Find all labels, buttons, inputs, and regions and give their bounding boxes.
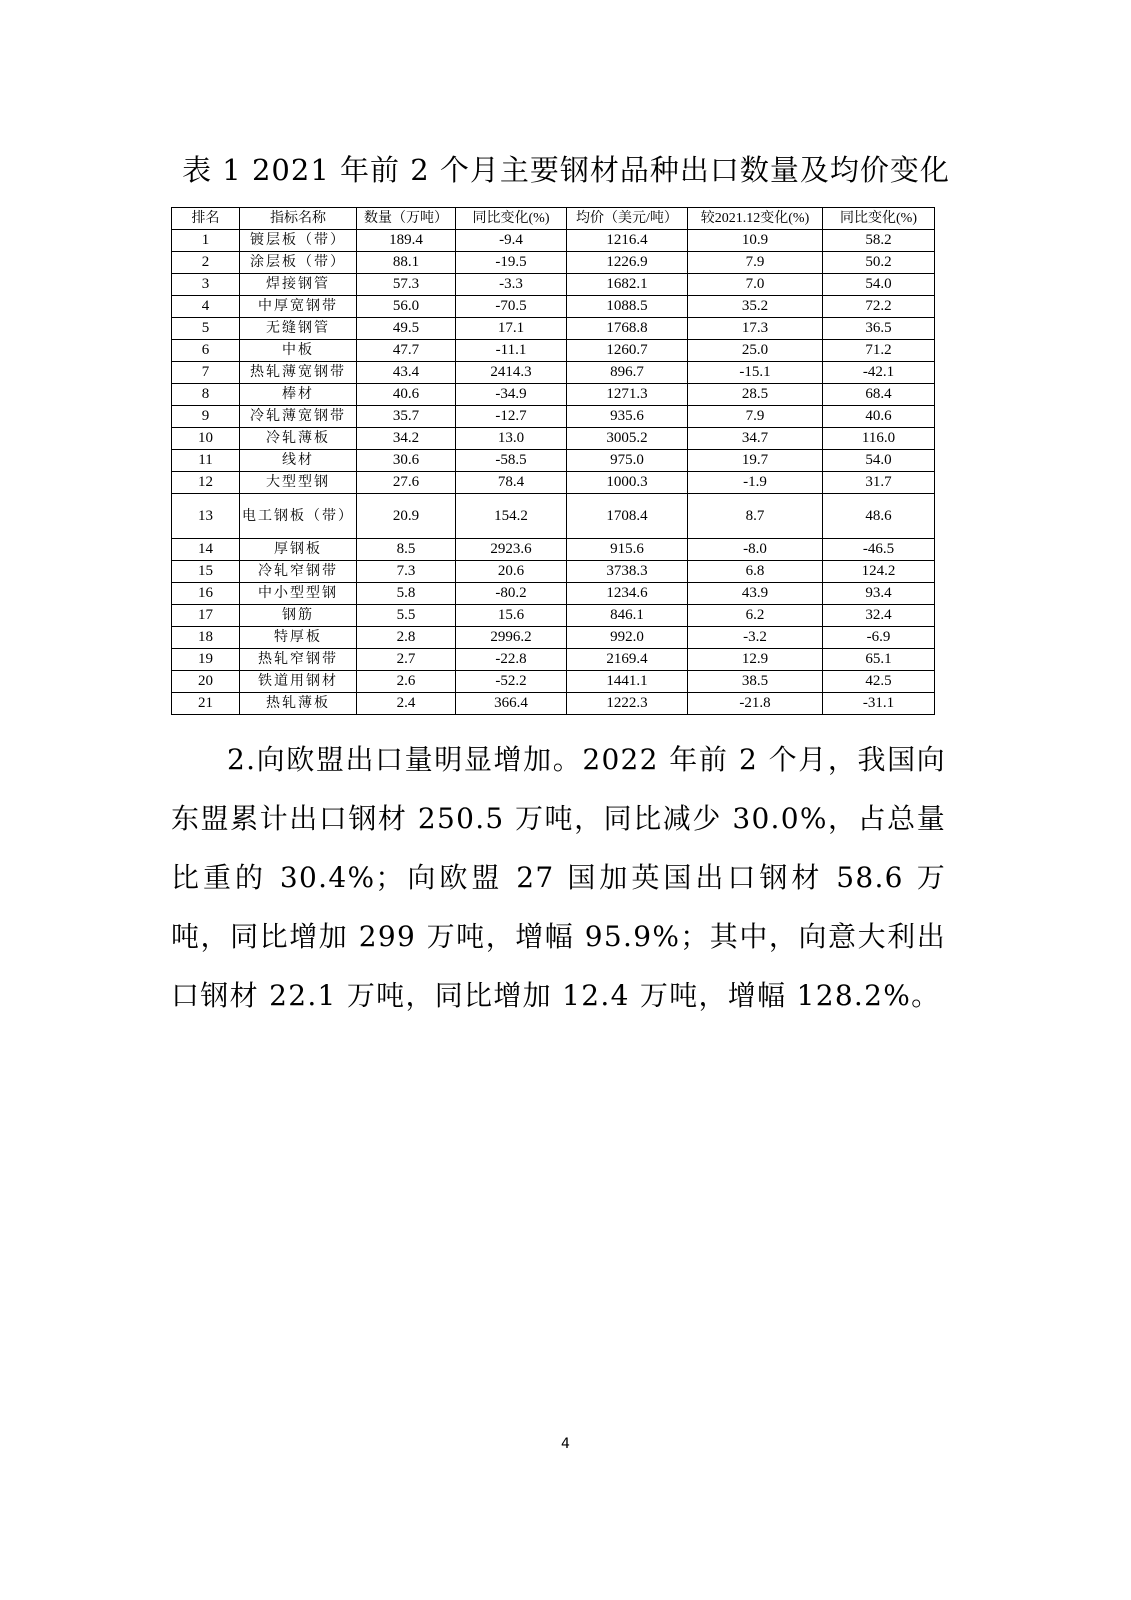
cell-rank: 15 xyxy=(172,561,240,583)
header-price-vs-dec: 较2021.12变化(%) xyxy=(688,208,823,230)
cell-quantity-yoy: 154.2 xyxy=(456,494,567,539)
table-row xyxy=(172,450,935,472)
cell-quantity-yoy: 15.6 xyxy=(456,605,567,627)
cell-price-vs-dec: -21.8 xyxy=(688,693,823,715)
cell-quantity: 34.2 xyxy=(357,428,456,450)
table-row xyxy=(172,583,935,605)
cell-quantity-yoy: -80.2 xyxy=(456,583,567,605)
cell-avg-price: 1441.1 xyxy=(567,671,688,693)
cell-price-vs-dec: 7.9 xyxy=(688,406,823,428)
cell-quantity: 2.6 xyxy=(357,671,456,693)
cell-avg-price: 1234.6 xyxy=(567,583,688,605)
cell-price-vs-dec: 6.8 xyxy=(688,561,823,583)
cell-price-vs-dec: 7.0 xyxy=(688,274,823,296)
table-row xyxy=(172,230,935,252)
cell-price-vs-dec: -8.0 xyxy=(688,539,823,561)
cell-name: 中板 xyxy=(240,340,357,362)
cell-quantity-yoy: -3.3 xyxy=(456,274,567,296)
table-row xyxy=(172,649,935,671)
table-row xyxy=(172,605,935,627)
cell-quantity: 5.5 xyxy=(357,605,456,627)
cell-price-yoy: 50.2 xyxy=(823,252,935,274)
cell-quantity: 189.4 xyxy=(357,230,456,252)
cell-name: 铁道用钢材 xyxy=(240,671,357,693)
cell-avg-price: 1000.3 xyxy=(567,472,688,494)
cell-avg-price: 1708.4 xyxy=(567,494,688,539)
cell-avg-price: 3738.3 xyxy=(567,561,688,583)
cell-avg-price: 2169.4 xyxy=(567,649,688,671)
cell-price-vs-dec: 28.5 xyxy=(688,384,823,406)
cell-avg-price: 1768.8 xyxy=(567,318,688,340)
cell-rank: 4 xyxy=(172,296,240,318)
cell-rank: 10 xyxy=(172,428,240,450)
cell-price-yoy: 68.4 xyxy=(823,384,935,406)
table-row xyxy=(172,671,935,693)
header-rank: 排名 xyxy=(172,208,240,230)
table-row xyxy=(172,561,935,583)
cell-avg-price: 1260.7 xyxy=(567,340,688,362)
cell-quantity: 27.6 xyxy=(357,472,456,494)
cell-rank: 1 xyxy=(172,230,240,252)
cell-quantity: 47.7 xyxy=(357,340,456,362)
cell-name: 无缝钢管 xyxy=(240,318,357,340)
cell-rank: 3 xyxy=(172,274,240,296)
cell-quantity-yoy: 17.1 xyxy=(456,318,567,340)
cell-price-vs-dec: 43.9 xyxy=(688,583,823,605)
cell-quantity-yoy: -70.5 xyxy=(456,296,567,318)
cell-rank: 13 xyxy=(172,494,240,539)
cell-price-vs-dec: 19.7 xyxy=(688,450,823,472)
cell-quantity-yoy: 20.6 xyxy=(456,561,567,583)
cell-rank: 5 xyxy=(172,318,240,340)
cell-rank: 18 xyxy=(172,627,240,649)
table-row xyxy=(172,362,935,384)
cell-quantity-yoy: -22.8 xyxy=(456,649,567,671)
table-body xyxy=(172,230,935,715)
cell-price-vs-dec: 6.2 xyxy=(688,605,823,627)
cell-quantity: 2.8 xyxy=(357,627,456,649)
table-row xyxy=(172,494,935,539)
cell-quantity-yoy: 2414.3 xyxy=(456,362,567,384)
cell-price-yoy: 71.2 xyxy=(823,340,935,362)
cell-name: 钢筋 xyxy=(240,605,357,627)
cell-name: 电工钢板（带） xyxy=(240,494,357,539)
cell-quantity-yoy: -58.5 xyxy=(456,450,567,472)
cell-name: 冷轧薄板 xyxy=(240,428,357,450)
table-row xyxy=(172,539,935,561)
cell-rank: 6 xyxy=(172,340,240,362)
cell-quantity-yoy: -19.5 xyxy=(456,252,567,274)
table-row xyxy=(172,472,935,494)
cell-price-vs-dec: 35.2 xyxy=(688,296,823,318)
table-row xyxy=(172,428,935,450)
cell-price-yoy: 36.5 xyxy=(823,318,935,340)
cell-quantity-yoy: 366.4 xyxy=(456,693,567,715)
cell-avg-price: 896.7 xyxy=(567,362,688,384)
header-price-yoy: 同比变化(%) xyxy=(823,208,935,230)
cell-price-vs-dec: 7.9 xyxy=(688,252,823,274)
cell-name: 厚钢板 xyxy=(240,539,357,561)
cell-name: 镀层板（带） xyxy=(240,230,357,252)
cell-quantity-yoy: -11.1 xyxy=(456,340,567,362)
cell-avg-price: 846.1 xyxy=(567,605,688,627)
cell-quantity: 35.7 xyxy=(357,406,456,428)
cell-rank: 8 xyxy=(172,384,240,406)
table-row xyxy=(172,627,935,649)
cell-price-yoy: 32.4 xyxy=(823,605,935,627)
cell-name: 线材 xyxy=(240,450,357,472)
cell-quantity: 56.0 xyxy=(357,296,456,318)
cell-quantity: 40.6 xyxy=(357,384,456,406)
cell-name: 冷轧窄钢带 xyxy=(240,561,357,583)
cell-rank: 12 xyxy=(172,472,240,494)
cell-avg-price: 1216.4 xyxy=(567,230,688,252)
cell-quantity-yoy: 2923.6 xyxy=(456,539,567,561)
cell-price-yoy: 31.7 xyxy=(823,472,935,494)
cell-price-yoy: 93.4 xyxy=(823,583,935,605)
cell-name: 特厚板 xyxy=(240,627,357,649)
cell-avg-price: 1222.3 xyxy=(567,693,688,715)
cell-name: 热轧薄宽钢带 xyxy=(240,362,357,384)
cell-rank: 11 xyxy=(172,450,240,472)
cell-quantity: 2.7 xyxy=(357,649,456,671)
cell-avg-price: 3005.2 xyxy=(567,428,688,450)
table-row xyxy=(172,406,935,428)
header-quantity: 数量（万吨） xyxy=(357,208,456,230)
cell-avg-price: 935.6 xyxy=(567,406,688,428)
cell-name: 冷轧薄宽钢带 xyxy=(240,406,357,428)
table-row xyxy=(172,693,935,715)
cell-quantity: 7.3 xyxy=(357,561,456,583)
header-quantity-yoy: 同比变化(%) xyxy=(456,208,567,230)
cell-quantity-yoy: 13.0 xyxy=(456,428,567,450)
cell-name: 大型型钢 xyxy=(240,472,357,494)
cell-quantity-yoy: 2996.2 xyxy=(456,627,567,649)
cell-avg-price: 975.0 xyxy=(567,450,688,472)
table-row xyxy=(172,340,935,362)
cell-quantity-yoy: -9.4 xyxy=(456,230,567,252)
cell-name: 热轧薄板 xyxy=(240,693,357,715)
cell-rank: 7 xyxy=(172,362,240,384)
cell-name: 焊接钢管 xyxy=(240,274,357,296)
cell-price-yoy: 124.2 xyxy=(823,561,935,583)
page-number: 4 xyxy=(561,1436,570,1452)
cell-price-yoy: 116.0 xyxy=(823,428,935,450)
cell-price-vs-dec: 25.0 xyxy=(688,340,823,362)
cell-rank: 19 xyxy=(172,649,240,671)
table-header-row xyxy=(172,208,935,230)
cell-quantity: 43.4 xyxy=(357,362,456,384)
cell-name: 中小型型钢 xyxy=(240,583,357,605)
cell-quantity: 88.1 xyxy=(357,252,456,274)
cell-price-yoy: -6.9 xyxy=(823,627,935,649)
cell-rank: 16 xyxy=(172,583,240,605)
cell-price-vs-dec: -1.9 xyxy=(688,472,823,494)
cell-price-yoy: 42.5 xyxy=(823,671,935,693)
cell-quantity: 8.5 xyxy=(357,539,456,561)
cell-price-yoy: 58.2 xyxy=(823,230,935,252)
cell-quantity: 49.5 xyxy=(357,318,456,340)
cell-avg-price: 992.0 xyxy=(567,627,688,649)
cell-price-vs-dec: 34.7 xyxy=(688,428,823,450)
cell-avg-price: 1226.9 xyxy=(567,252,688,274)
table-row xyxy=(172,318,935,340)
table-title: 表 1 2021 年前 2 个月主要钢材品种出口数量及均价变化 xyxy=(182,153,950,187)
cell-name: 热轧窄钢带 xyxy=(240,649,357,671)
cell-quantity-yoy: -34.9 xyxy=(456,384,567,406)
header-name: 指标名称 xyxy=(240,208,357,230)
table-row xyxy=(172,274,935,296)
cell-price-vs-dec: 12.9 xyxy=(688,649,823,671)
cell-price-yoy: 72.2 xyxy=(823,296,935,318)
cell-price-yoy: -31.1 xyxy=(823,693,935,715)
cell-rank: 20 xyxy=(172,671,240,693)
table-row xyxy=(172,252,935,274)
cell-price-vs-dec: 8.7 xyxy=(688,494,823,539)
table-row xyxy=(172,384,935,406)
header-avg-price: 均价（美元/吨） xyxy=(567,208,688,230)
cell-avg-price: 1088.5 xyxy=(567,296,688,318)
cell-avg-price: 1271.3 xyxy=(567,384,688,406)
cell-quantity: 5.8 xyxy=(357,583,456,605)
cell-price-yoy: -46.5 xyxy=(823,539,935,561)
cell-rank: 9 xyxy=(172,406,240,428)
cell-name: 中厚宽钢带 xyxy=(240,296,357,318)
cell-price-vs-dec: -3.2 xyxy=(688,627,823,649)
cell-rank: 2 xyxy=(172,252,240,274)
cell-name: 涂层板（带） xyxy=(240,252,357,274)
cell-quantity: 57.3 xyxy=(357,274,456,296)
cell-price-yoy: -42.1 xyxy=(823,362,935,384)
cell-quantity: 30.6 xyxy=(357,450,456,472)
cell-price-vs-dec: 17.3 xyxy=(688,318,823,340)
cell-rank: 14 xyxy=(172,539,240,561)
body-paragraph: 2.向欧盟出口量明显增加。2022 年前 2 个月，我国向东盟累计出口钢材 250.5 万吨，同比减少 30.0%，占总量比重的 30.4%；向欧盟 27 国加英国出口钢材 58.6 万吨，同比增加 299 万吨，增幅 95.9%；其中，向意大利出口钢材 22.1 万吨，同比增加 12.4 万吨，增幅 128.2%。 xyxy=(171,743,946,1012)
cell-price-vs-dec: 10.9 xyxy=(688,230,823,252)
cell-avg-price: 915.6 xyxy=(567,539,688,561)
cell-price-vs-dec: -15.1 xyxy=(688,362,823,384)
cell-quantity: 2.4 xyxy=(357,693,456,715)
cell-rank: 21 xyxy=(172,693,240,715)
cell-price-vs-dec: 38.5 xyxy=(688,671,823,693)
cell-quantity-yoy: -12.7 xyxy=(456,406,567,428)
cell-price-yoy: 54.0 xyxy=(823,274,935,296)
steel-export-table xyxy=(171,207,935,715)
cell-rank: 17 xyxy=(172,605,240,627)
cell-avg-price: 1682.1 xyxy=(567,274,688,296)
cell-quantity: 20.9 xyxy=(357,494,456,539)
table-row xyxy=(172,296,935,318)
cell-price-yoy: 65.1 xyxy=(823,649,935,671)
cell-price-yoy: 48.6 xyxy=(823,494,935,539)
cell-name: 棒材 xyxy=(240,384,357,406)
cell-quantity-yoy: 78.4 xyxy=(456,472,567,494)
cell-price-yoy: 40.6 xyxy=(823,406,935,428)
cell-price-yoy: 54.0 xyxy=(823,450,935,472)
cell-quantity-yoy: -52.2 xyxy=(456,671,567,693)
